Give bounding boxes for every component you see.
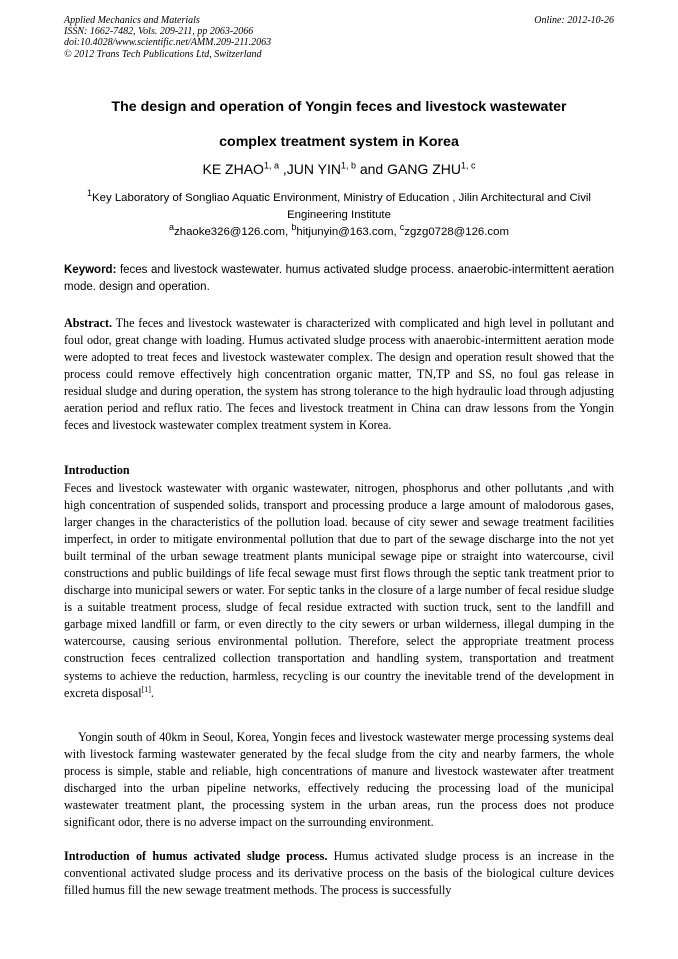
keyword-text: feces and livestock wastewater. humus activated sludge process. anaerobic-intermittent aeration mode. design and operation. <box>64 264 614 293</box>
doi-line: doi:10.4028/www.scientific.net/AMM.209-211.2063 <box>64 37 272 49</box>
keyword-label: Keyword: <box>64 264 117 276</box>
intro-paragraph-1 <box>64 480 614 702</box>
journal-header <box>64 15 614 60</box>
journal-name: Applied Mechanics and Materials <box>64 15 200 26</box>
title-line-2: complex treatment system in Korea <box>219 134 459 150</box>
title-line-1: The design and operation of Yongin feces and livestock wastewater <box>111 99 567 115</box>
email-address: hitjunyin@163.com, <box>296 226 400 239</box>
paragraph-end: . <box>150 685 154 700</box>
email-superscript: c <box>399 222 405 233</box>
citation-reference: [1] <box>141 684 151 694</box>
affiliation-text <box>64 190 614 224</box>
author-name: and GANG ZHU <box>355 161 461 177</box>
paragraph-text: Humus activated sludge process is an increase in the conventional activated sludge process and its derivative process on the basis of the biological culture devices filled humus fill the new sewage treatment methods. The process is successfully <box>64 849 614 898</box>
email-superscript: b <box>291 222 297 233</box>
email-superscript: a <box>169 222 175 233</box>
author-superscript: 1, a <box>263 160 279 171</box>
online-date: Online: 2012-10-26 <box>534 15 614 26</box>
author-list <box>64 160 614 178</box>
abstract <box>64 315 614 434</box>
paper-title <box>64 90 614 160</box>
paragraph-text: Feces and livestock wastewater with organic wastewater, nitrogen, phosphorus and other pollutants ,and with high concentration of suspended solids, transport and processing produce a large amount of malodorous gases, larger changes in the characteristics of the pollution load. because of city sewer and sewage treatment facilities imperfect, in order to mitigate environmental pollution that due to part of the sewage discharge into the not yet built terminal of the urban sewage treatment plants municipal sewage pipe or straight into watercourse, civil constructions and public buildings of life fecal sewage must first flows through the septic tank treatment prior to discharge into municipal sewers or water. For septic tanks in the closure of a large number of fecal residue sludge is a suitable treatment process, sludge of fecal residue extracted with suction truck, sent to the landfill and garbage mixed landfill or farm, or even directly to the city sewers or urban wilderness, illegal dumping in the watercourse, causing serious environmental pollution. Therefore, select the appropriate treatment process construction feces centralized collection transportation and handling system, transportation and treatment systems to achieve the reduction, harmless, recycling is our country the inevitable trend of the development in excreta disposal <box>64 481 614 700</box>
intro-paragraph-2: Yongin south of 40km in Seoul, Korea, Yongin feces and livestock wastewater merge processing systems deal with livestock farming wastewater generated by the fecal sludge from the city and nearby farmers, the whole process is simple, stable and reliable, high concentrations of manure and livestock wastewater after treatment discharged into the urban pipeline networks, effectively reducing the processing load of the municipal wastewater treatment plant, the processing system in the urban areas, run the process does not produce significant odor, there is no adverse impact on the surrounding environment. <box>64 730 614 830</box>
author-name: KE ZHAO <box>202 161 264 177</box>
copyright-line: © 2012 Trans Tech Publications Ltd, Switzerland <box>64 48 262 60</box>
intro-paragraph-3 <box>64 848 614 899</box>
email-address: zgzg0728@126.com <box>404 226 509 239</box>
abstract-label: Abstract. <box>64 316 113 330</box>
subsection-label: Introduction of humus activated sludge process. <box>64 849 328 863</box>
section-heading-introduction: Introduction <box>64 463 130 477</box>
issn-line: ISSN: 1662-7482, Vols. 209-211, pp 2063-2066 <box>64 26 254 38</box>
author-superscript: 1, b <box>340 160 356 171</box>
email-line <box>64 224 614 241</box>
email-address: zhaoke326@126.com, <box>174 226 292 239</box>
author-name: ,JUN YIN <box>278 161 341 177</box>
abstract-text: The feces and livestock wastewater is characterized with complicated and high level in pollutant and foul odor, great change with loading. Humus activated sludge process with anaerobic-intermittent aeration mode were adopted to treat feces and livestock wastewater complex. The design and operation result showed that the process could remove effectively high concentration organic matter, TN,TP and SS, no foul gas release in residual sludge and during operation, the system has strong tolerance to the high hydraulic load through adjusting aeration period and reflux ratio. The feces and livestock treatment in China can draw lessons from the Yongin feces and livestock wastewater complex treatment system in Korea. <box>64 316 614 433</box>
author-superscript: 1, c <box>461 160 476 171</box>
keywords <box>64 262 614 296</box>
affiliation-superscript: 1 <box>87 188 93 199</box>
affiliation-name: Key Laboratory of Songliao Aquatic Environment, Ministry of Education , Jilin Architectural and Civil Engineering Institute <box>92 192 591 222</box>
affiliation <box>64 190 614 242</box>
